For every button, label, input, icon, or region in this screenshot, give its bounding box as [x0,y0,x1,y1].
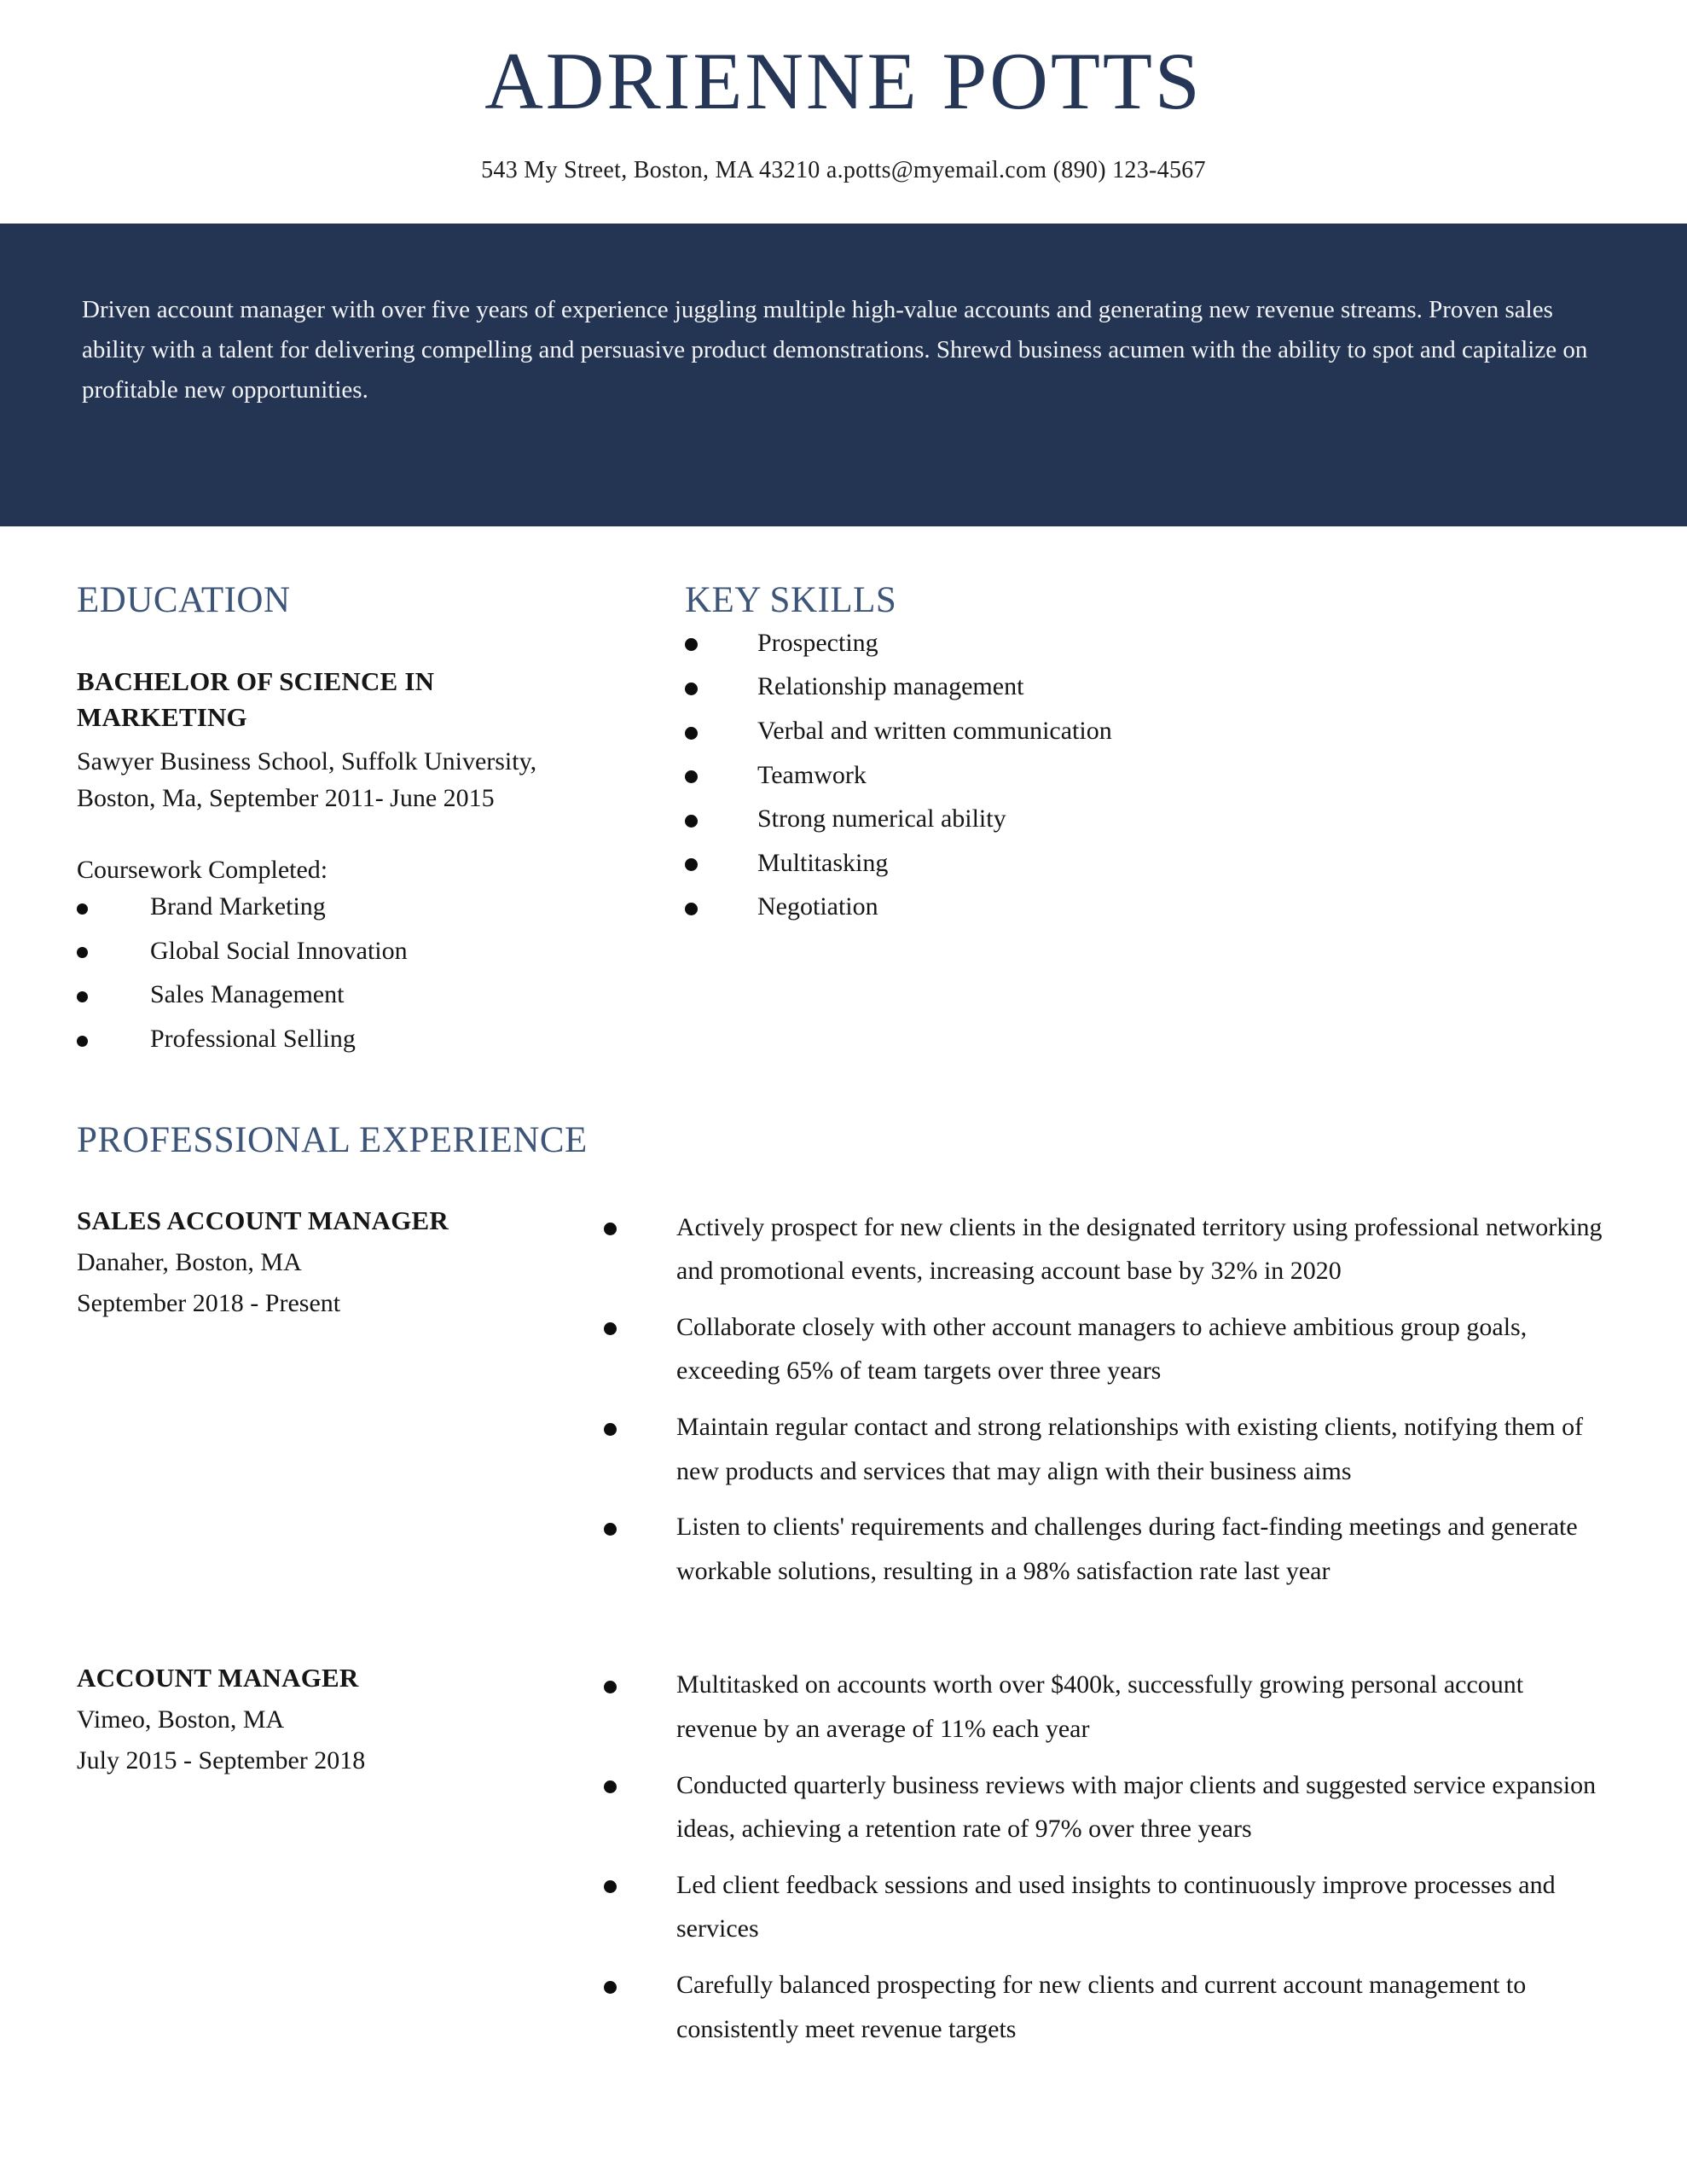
job-bullet-text: Carefully balanced prospecting for new clients and current account management to consistently meet revenue targets [676,1970,1527,2043]
bullet-icon [604,1305,617,1350]
list-item [604,1505,1605,1593]
bullet-icon [77,1017,88,1061]
coursework-item-label: Sales Management [150,980,345,1009]
job-title: SALES ACCOUNT MANAGER [77,1205,449,1235]
contact-line: 543 My Street, Boston, MA 43210 a.potts@myemail.com (890) 123-4567 [481,156,1206,183]
list-item [77,973,604,1017]
key-skill-label: Teamwork [757,760,867,789]
job-bullet-text: Multitasked on accounts worth over $400k, successfully growing personal account revenue by an average of 11% each year [676,1670,1524,1743]
section-heading-key-skills: KEY SKILLS [685,579,897,620]
list-item [685,885,1605,929]
list-item [77,1017,604,1061]
bullet-icon [604,1963,617,2007]
job-bullet-text: Listen to clients' requirements and challenges during fact-finding meetings and generate workable solutions, resulting in a 98% satisfaction rate last year [676,1513,1578,1585]
experience-entry-meta [77,1663,604,2063]
list-item [604,1863,1605,1951]
education-degree: BACHELOR OF SCIENCE IN MARKETING [77,665,435,732]
job-title: ACCOUNT MANAGER [77,1663,359,1693]
summary-band [0,224,1687,526]
list-item [685,753,1605,798]
education-section [77,579,604,1061]
list-item [77,885,604,929]
job-dates: September 2018 - Present [77,1288,341,1317]
coursework-item-label: Global Social Innovation [150,936,408,965]
education-skills-row [77,579,1605,1061]
experience-entry-meta [77,1205,604,1606]
job-bullet-text: Conducted quarterly business reviews with major clients and suggested service expansion ideas, achieving a retention rate of 97% over three years [676,1770,1597,1844]
list-item [604,1405,1605,1493]
job-bullet-list [604,1205,1605,1606]
key-skills-section [604,579,1605,1061]
key-skill-label: Verbal and written communication [757,716,1112,745]
job-bullet-text: Led client feedback sessions and used insights to continuously improve processes and services [676,1870,1556,1943]
list-item [685,621,1605,665]
list-item [604,1663,1605,1751]
coursework-item-label: Brand Marketing [150,892,326,921]
job-company: Vimeo, Boston, MA [77,1705,285,1734]
key-skill-label: Strong numerical ability [757,804,1006,834]
bullet-icon [685,885,698,929]
list-item [604,1205,1605,1293]
bullet-icon [77,973,88,1017]
bullet-icon [685,797,698,841]
bullet-icon [685,621,698,665]
bullet-icon [685,841,698,886]
list-item [685,665,1605,709]
bullet-icon [604,1405,617,1449]
key-skill-label: Multitasking [757,848,889,877]
list-item [77,929,604,973]
experience-section [77,1119,1605,2064]
key-skills-list [685,621,1605,929]
job-dates: July 2015 - September 2018 [77,1746,366,1775]
bullet-icon [604,1763,617,1808]
bullet-icon [604,1205,617,1250]
summary-text: Driven account manager with over five years of experience juggling multiple high-value accounts and generating new revenue streams. Proven sales ability with a talent for delivering compelling and persuasive product demonstrations. Shrewd business acumen with the ability to spot and capitalize on profitable new opportunities. [82,295,1588,404]
bullet-icon [77,885,88,929]
bullet-icon [685,665,698,709]
key-skill-label: Prospecting [757,628,878,657]
bullet-icon [604,1863,617,1908]
experience-entry [77,1663,1605,2063]
bullet-icon [685,753,698,798]
bullet-icon [685,709,698,753]
coursework-item-label: Professional Selling [150,1025,356,1054]
job-bullet-list [604,1663,1605,2063]
bullet-icon [604,1505,617,1549]
section-heading-experience: PROFESSIONAL EXPERIENCE [77,1119,588,1160]
list-item [604,1305,1605,1393]
page-title: ADRIENNE POTTS [484,36,1203,126]
job-bullet-text: Collaborate closely with other account managers to achieve ambitious group goals, exceeding 65% of team targets over three years [676,1312,1528,1385]
list-item [604,1963,1605,2051]
section-heading-education: EDUCATION [77,579,291,620]
job-bullet-text: Maintain regular contact and strong relationships with existing clients, notifying them of new products and services that may align with their business aims [676,1413,1584,1485]
resume-header [0,0,1687,184]
key-skill-label: Relationship management [757,672,1024,701]
bullet-icon [604,1663,617,1707]
list-item [604,1763,1605,1851]
job-bullet-text: Actively prospect for new clients in the designated territory using professional networking and promotional events, increasing account base by 32% in 2020 [676,1212,1603,1286]
list-item [685,709,1605,753]
coursework-list [77,885,604,1060]
education-school: Sawyer Business School, Suffolk University, Boston, Ma, September 2011- June 2015 [77,747,537,812]
key-skill-label: Negotiation [757,892,878,921]
experience-entry [77,1205,1605,1606]
resume-body [0,579,1687,2063]
list-item [685,797,1605,841]
coursework-label: Coursework Completed: [77,856,328,885]
list-item [685,841,1605,886]
bullet-icon [77,929,88,973]
job-company: Danaher, Boston, MA [77,1247,302,1276]
